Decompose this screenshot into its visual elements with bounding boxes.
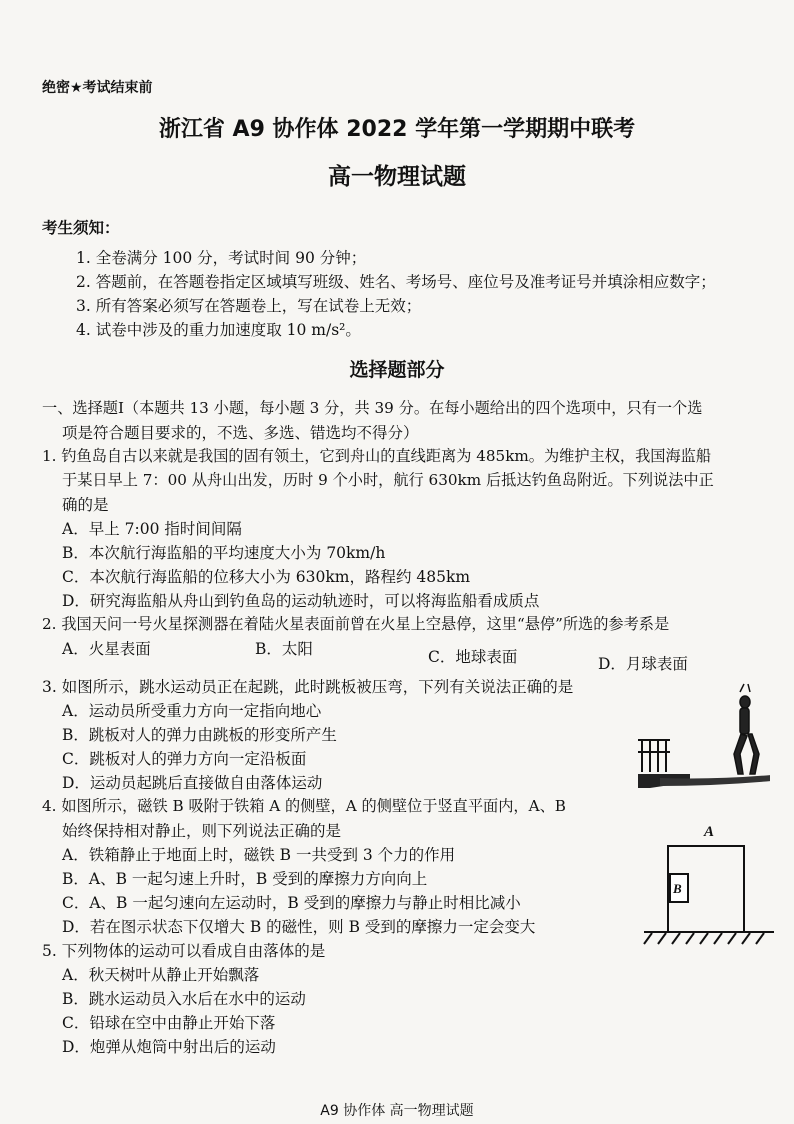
- question-1-option: B．本次航行海监船的平均速度大小为 70km/h: [62, 544, 386, 562]
- question-1-option: A．早上 7:00 指时间间隔: [62, 520, 242, 538]
- question-5-option: C．铅球在空中由静止开始下落: [62, 1014, 276, 1032]
- notice-item: 3. 所有答案必须写在答题卷上，写在试卷上无效；: [76, 297, 422, 315]
- box-label: A: [704, 824, 715, 840]
- question-2-option: B．太阳: [255, 640, 313, 658]
- question-3-option: D．运动员起跳后直接做自由落体运动: [62, 774, 323, 792]
- exam-title: 浙江省 A9 协作体 2022 学年第一学期期中联考: [158, 117, 636, 142]
- section-title: 选择题部分: [349, 359, 445, 381]
- part-intro: 一、选择题Ⅰ（本题共 13 小题，每小题 3 分，共 39 分。在每小题给出的四个选项中，只有一个选: [42, 399, 703, 417]
- question-2-stem: 2. 我国天问一号火星探测器在着陆火星表面前曾在火星上空悬停，这里“悬停”所选的参考系是: [42, 615, 670, 633]
- question-3-option: A．运动员所受重力方向一定指向地心: [62, 702, 322, 720]
- notice-item: 2. 答题前，在答题卷指定区域填写班级、姓名、考场号、座位号及准考证号并填涂相应数字；: [76, 273, 716, 291]
- part-intro: 项是符合题目要求的，不选、多选、错选均不得分）: [62, 424, 419, 442]
- question-5-option: A．秋天树叶从静止开始飘落: [62, 966, 260, 984]
- question-4-stem: 始终保持相对静止，则下列说法正确的是: [62, 822, 342, 840]
- question-4-option: B．A、B 一起匀速上升时，B 受到的摩擦力方向向上: [62, 870, 428, 888]
- notice-heading: 考生须知：: [42, 219, 120, 237]
- question-3-stem: 3. 如图所示，跳水运动员正在起跳，此时跳板被压弯，下列有关说法正确的是: [42, 678, 574, 696]
- question-3-option: B．跳板对人的弹力由跳板的形变所产生: [62, 726, 337, 744]
- question-5-option: B．跳水运动员入水后在水中的运动: [62, 990, 306, 1008]
- question-1-option: D．研究海监船从舟山到钓鱼岛的运动轨迹时，可以将海监船看成质点: [62, 592, 540, 610]
- diving-figure: [620, 682, 770, 802]
- question-4-stem: 4. 如图所示，磁铁 B 吸附于铁箱 A 的侧壁，A 的侧壁位于竖直平面内，A、B: [42, 797, 566, 815]
- question-4-option: D．若在图示状态下仅增大 B 的磁性，则 B 受到的摩擦力一定会变大: [62, 918, 536, 936]
- secret-mark: 绝密★考试结束前: [42, 80, 153, 96]
- question-3-option: C．跳板对人的弹力方向一定沿板面: [62, 750, 307, 768]
- question-2-option: D．月球表面: [598, 655, 688, 673]
- magnet-box-figure: [640, 820, 780, 955]
- question-1-stem: 于某日早上 7：00 从舟山出发，历时 9 个小时，航行 630km 后抵达钓鱼岛附近。下列说法中正: [62, 471, 714, 489]
- question-1-stem: 1. 钓鱼岛自古以来就是我国的固有领土，它到舟山的直线距离为 485km。为维护主权，我国海监船: [42, 447, 712, 465]
- page-footer: A9 协作体 高一物理试题: [320, 1103, 474, 1119]
- ground-hatching: [644, 933, 764, 944]
- question-2-option: A．火星表面: [62, 640, 151, 658]
- question-1-stem: 确的是: [62, 496, 109, 514]
- question-1-option: C．本次航行海监船的位移大小为 630km，路程约 485km: [62, 568, 471, 586]
- question-2-option: C．地球表面: [428, 648, 518, 666]
- notice-item: 1. 全卷满分 100 分，考试时间 90 分钟；: [76, 249, 367, 267]
- notice-item: 4. 试卷中涉及的重力加速度取 10 m/s²。: [76, 321, 361, 339]
- question-4-option: A．铁箱静止于地面上时，磁铁 B 一共受到 3 个力的作用: [62, 846, 456, 864]
- question-4-option: C．A、B 一起匀速向左运动时，B 受到的摩擦力与静止时相比减小: [62, 894, 521, 912]
- question-5-option: D．炮弹从炮筒中射出后的运动: [62, 1038, 276, 1056]
- exam-subtitle: 高一物理试题: [328, 164, 466, 190]
- magnet-label: B: [673, 881, 682, 896]
- question-5-stem: 5. 下列物体的运动可以看成自由落体的是: [42, 942, 326, 960]
